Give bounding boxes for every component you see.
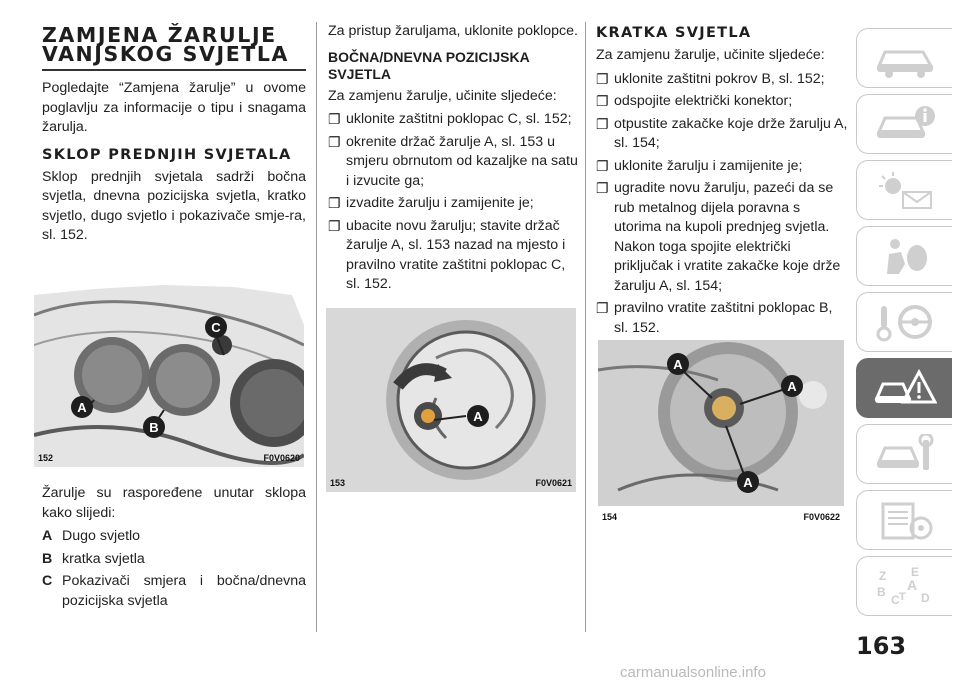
list-item: ❐ uklonite zaštitni poklopac C, sl. 152; bbox=[328, 110, 578, 130]
legend-key: C bbox=[42, 573, 53, 589]
list-item: ❐ otpustite zakačke koje drže žarulju A, sl. 154; bbox=[596, 115, 848, 151]
car-service-icon bbox=[873, 434, 937, 474]
list-item: ❐ uklonite zaštitni pokrov B, sl. 152; bbox=[596, 70, 848, 90]
steering-wheel-key-icon bbox=[873, 302, 937, 342]
tab-maintenance[interactable] bbox=[856, 424, 952, 484]
list-item: ❐ okrenite držač žarulje A, sl. 153 u smjeru obrnutom od kazaljke na satu i izvucite ga; bbox=[328, 133, 578, 189]
list-item: ❐ odspojite električki konektor; bbox=[596, 92, 848, 112]
legend-key: A bbox=[42, 528, 53, 544]
section-title-headlights: SKLOP PREDNJIH SVJETALA bbox=[42, 146, 292, 163]
procedure-list bbox=[328, 110, 578, 295]
column-1 bbox=[42, 22, 306, 250]
legend-desc: Pokazivači smjera i bočna/dnevna pozicijska svjetla bbox=[62, 573, 306, 609]
access-paragraph: Za pristup žaruljama, uklonite poklopce. bbox=[328, 23, 578, 39]
legend-desc: kratka svjetla bbox=[62, 550, 145, 567]
legend-key: B bbox=[42, 550, 53, 567]
checkbox-icon: ❐ bbox=[328, 133, 341, 150]
figure-152 bbox=[34, 285, 304, 467]
airbag-safety-icon bbox=[873, 236, 937, 276]
column-divider bbox=[585, 22, 586, 632]
column-1-lower bbox=[42, 484, 306, 614]
car-dashboard-icon bbox=[873, 38, 937, 78]
svg-text:A: A bbox=[77, 400, 87, 415]
svg-text:C: C bbox=[890, 593, 900, 606]
figure-caption bbox=[602, 512, 840, 522]
tab-emergency[interactable] bbox=[856, 358, 952, 418]
list-item: ❐ pravilno vratite zaštitni poklopac B, sl. 152. bbox=[596, 300, 833, 336]
tab-dashboard[interactable] bbox=[856, 28, 952, 88]
car-emergency-icon bbox=[873, 368, 937, 408]
procedure-lead: Za zamjenu žarulje, učinite sljedeće: bbox=[596, 47, 825, 63]
legend-item bbox=[42, 527, 306, 547]
figure-code: F0V0621 bbox=[535, 478, 572, 488]
figure-caption bbox=[38, 453, 300, 463]
technical-data-icon bbox=[873, 500, 937, 540]
figure-caption bbox=[330, 478, 572, 488]
figure-153 bbox=[326, 308, 576, 492]
svg-text:D: D bbox=[920, 591, 930, 605]
bulb-layout-paragraph: Žarulje su raspoređene unutar sklopa kako slijedi: bbox=[42, 485, 306, 521]
alphabetical-index-icon bbox=[873, 566, 937, 606]
tab-lights[interactable] bbox=[856, 160, 952, 220]
procedure-lead: Za zamjenu žarulje, učinite sljedeće: bbox=[328, 87, 557, 104]
figure-code: F0V0620 bbox=[263, 453, 300, 463]
column-2 bbox=[328, 22, 578, 298]
svg-text:A: A bbox=[743, 475, 753, 490]
side-light-illustration bbox=[326, 308, 576, 492]
list-item: ❐ ugradite novu žarulju, pazeći da se rub metalnog dijela poravna s utorima na kupoli prednjeg svjetla. Nakon toga spojite električki priključak i vratite zakačke koje drže žarulju A, sl. 154; bbox=[596, 180, 841, 294]
checkbox-icon: ❐ bbox=[596, 115, 609, 132]
car-info-icon bbox=[873, 104, 937, 144]
tab-info[interactable] bbox=[856, 94, 952, 154]
figure-number: 152 bbox=[38, 453, 54, 463]
checkbox-icon: ❐ bbox=[596, 300, 609, 316]
headlights-paragraph: Sklop prednjih svjetala sadrži bočna svjetla, dnevna pozicijska svjetla, kratko svjetlo, dugo svjetlo i pokazivače smje-ra, sl. 152. bbox=[42, 168, 306, 243]
legend-desc: Dugo svjetlo bbox=[62, 528, 141, 544]
section-title-low-beam: KRATKA SVJETLA bbox=[596, 25, 752, 41]
legend-item bbox=[42, 550, 306, 570]
list-item: ❐ izvadite žarulju i zamijenite je; bbox=[328, 194, 578, 214]
figure-code: F0V0622 bbox=[803, 512, 840, 522]
svg-text:E: E bbox=[910, 566, 919, 579]
tab-technical-data[interactable] bbox=[856, 490, 952, 550]
list-item: ❐ ubacite novu žarulju; stavite držač žarulje A, sl. 153 nazad na mjesto i pravilno vratite zaštitni poklopac C, sl. 152. bbox=[328, 217, 566, 292]
lights-signals-icon bbox=[873, 170, 937, 210]
svg-text:B: B bbox=[149, 420, 159, 435]
procedure-list bbox=[596, 70, 848, 339]
svg-text:Z: Z bbox=[878, 569, 886, 583]
low-beam-illustration bbox=[598, 340, 844, 526]
headlight-assembly-illustration bbox=[34, 285, 304, 467]
tab-starting[interactable] bbox=[856, 292, 952, 352]
watermark: carmanualsonline.info bbox=[620, 664, 766, 681]
chapter-title: ZAMJENA ŽARULJE VANJSKOG SVJETLA bbox=[42, 23, 290, 66]
chapter-tabs bbox=[856, 28, 952, 622]
column-divider bbox=[316, 22, 317, 632]
checkbox-icon: ❐ bbox=[596, 93, 609, 109]
title-underline bbox=[42, 69, 306, 71]
checkbox-icon: ❐ bbox=[596, 157, 609, 174]
svg-text:C: C bbox=[211, 320, 221, 335]
tab-safety[interactable] bbox=[856, 226, 952, 286]
intro-paragraph: Pogledajte “Zamjena žarulje” u ovome poglavlju za informacije o tipu i snagama žarulja. bbox=[42, 80, 306, 135]
svg-text:A: A bbox=[673, 357, 683, 372]
legend-item bbox=[42, 572, 306, 611]
figure-number: 154 bbox=[602, 512, 618, 522]
checkbox-icon: ❐ bbox=[328, 217, 341, 234]
figure-154 bbox=[598, 340, 844, 526]
figure-number: 153 bbox=[330, 478, 346, 488]
checkbox-icon: ❐ bbox=[328, 195, 341, 211]
svg-text:B: B bbox=[876, 585, 886, 599]
list-item: ❐ uklonite žarulju i zamijenite je; bbox=[596, 157, 848, 177]
svg-text:A: A bbox=[906, 577, 917, 593]
svg-text:A: A bbox=[787, 379, 797, 394]
checkbox-icon: ❐ bbox=[596, 70, 609, 87]
svg-text:T: T bbox=[898, 591, 906, 603]
checkbox-icon: ❐ bbox=[328, 111, 341, 127]
page-number: 163 bbox=[856, 632, 907, 660]
checkbox-icon: ❐ bbox=[596, 180, 609, 196]
section-title-side-lights: BOČNA/DNEVNA POZICIJSKA SVJETLA bbox=[328, 48, 530, 82]
column-3 bbox=[596, 22, 848, 341]
tab-index[interactable] bbox=[856, 556, 952, 616]
svg-text:A: A bbox=[473, 409, 483, 424]
